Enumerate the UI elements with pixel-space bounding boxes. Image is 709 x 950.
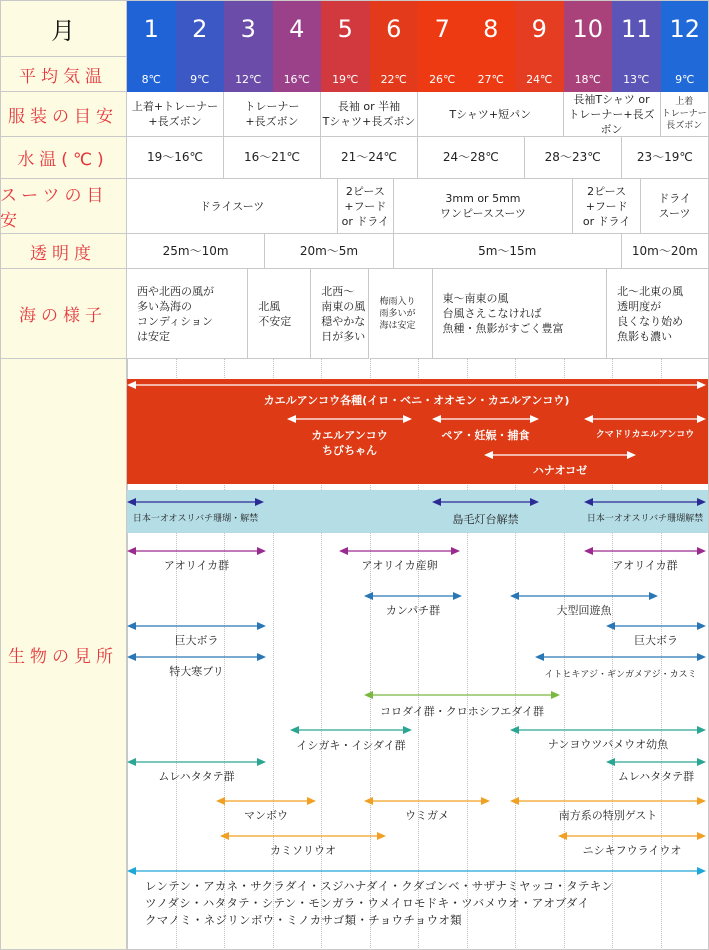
water-cell: 16〜21℃ <box>224 137 321 179</box>
clothing-cell: 長袖Tシャツ or トレーナー+長ズボン <box>564 92 661 137</box>
creature-label-hanaokoze: ハナオコゼ <box>532 464 588 477</box>
month-header-3: 3 <box>224 0 273 57</box>
creature-label-murehatatate2: ムレハタタテ群 <box>617 770 695 783</box>
aoriika1-arrow <box>127 547 266 555</box>
temp-cell-2: 9℃ <box>176 57 225 92</box>
creature-label-sango1: 日本一オオスリバチ珊瑚・解禁 <box>132 514 259 524</box>
creature-label-ogata: 大型回遊魚 <box>556 604 612 617</box>
creature-label-toudai: 島毛灯台解禁 <box>452 513 519 526</box>
creature-label-itohiki: イトヒキアジ・ギンガメアジ・カスミ <box>544 670 697 680</box>
creature-label-ishigaki: イシガキ・イシダイ群 <box>296 739 406 752</box>
row-label-clarity: 透明度 <box>0 234 127 269</box>
murehatatate2-arrow <box>606 758 706 766</box>
creature-label-korodai: コロダイ群・クロホシフエダイ群 <box>379 705 544 718</box>
creature-label-nanpou: 南方系の特別ゲスト <box>558 809 658 822</box>
creature-label-umigame: ウミガメ <box>405 809 449 822</box>
suit-cell: 2ピース +フード or ドライ <box>338 179 394 234</box>
sea-cell: 北〜北東の風 透明度が 良くなり始め 魚影も濃い <box>607 269 709 359</box>
creature-label-kaeru-chibi: カエルアンコウ ちびちゃん <box>311 429 388 457</box>
kaeru-all-arrow <box>127 381 706 389</box>
creature-label-pair: ペア・妊娠・捕食 <box>441 429 530 442</box>
toudai-arrow <box>432 498 539 506</box>
korodai-arrow <box>364 691 560 699</box>
temp-cell-6: 22℃ <box>370 57 419 92</box>
water-cell: 21〜24℃ <box>321 137 418 179</box>
kanburi-arrow <box>127 653 266 661</box>
creature-label-kyodai1: 巨大ボラ <box>174 634 219 647</box>
creature-label-manbou: マンボウ <box>244 809 288 822</box>
temp-cell-4: 16℃ <box>273 57 322 92</box>
month-header-12: 12 <box>661 0 709 57</box>
creature-label-kaeru-all: カエルアンコウ各種(イロ・ベニ・オオモン・カエルアンコウ) <box>263 394 570 407</box>
temp-cell-9: 24℃ <box>515 57 564 92</box>
creature-label-nanyou: ナンヨウツバメウオ幼魚 <box>547 738 669 751</box>
creature-label-nishiki: ニシキフウライウオ <box>582 844 682 857</box>
month-header-11: 11 <box>612 0 661 57</box>
aoriika2-arrow <box>584 547 706 555</box>
creature-label-kanburi: 特大寒ブリ <box>169 665 224 678</box>
umigame-arrow <box>364 797 490 805</box>
year-arrow <box>127 867 706 875</box>
water-cell: 28〜23℃ <box>525 137 622 179</box>
row-label-water: 水温(℃) <box>0 137 127 179</box>
temp-cell-1: 8℃ <box>127 57 176 92</box>
sea-cell: 梅雨入り 雨多いが 海は安定 <box>370 269 433 359</box>
kumadori-arrow <box>584 415 706 423</box>
clarity-cell: 5m〜15m <box>394 234 622 269</box>
sea-cell: 北風 不安定 <box>248 269 311 359</box>
creature-label-kamisori: カミソリウオ <box>270 844 336 857</box>
year-round-list: レンテン・アカネ・サクラダイ・スジハナダイ・クダゴンベ・サザナミヤッコ・タテキン ツノダシ・ハタタテ・シテン・モンガラ・ウメイロモドキ・ツバメウオ・アオブダイ クマノミ・ネジリンボウ・ミノカサゴ類・チョウチョウオ類 <box>145 879 614 927</box>
creature-label-aoriika-egg: アオリイカ産卵 <box>361 559 438 572</box>
creature-label-kumadori: クマドリカエルアンコウ <box>595 430 695 440</box>
water-cell: 23〜19℃ <box>622 137 709 179</box>
creature-label-aoriika1: アオリイカ群 <box>163 559 230 572</box>
month-header-4: 4 <box>273 0 322 57</box>
clothing-cell: 上着 トレーナー 長ズボン <box>661 92 709 137</box>
water-cell: 24〜28℃ <box>418 137 525 179</box>
manbou-arrow <box>216 797 316 805</box>
ishigaki-arrow <box>290 726 412 734</box>
nanyou-arrow <box>510 726 706 734</box>
creature-label-sango2: 日本一オオスリバチ珊瑚解禁 <box>586 514 704 524</box>
kanpachi-arrow <box>364 592 462 600</box>
clothing-cell: 長袖 or 半袖 Tシャツ+長ズボン <box>321 92 418 137</box>
temp-cell-11: 13℃ <box>612 57 661 92</box>
creature-label-aoriika2: アオリイカ群 <box>612 559 678 572</box>
temp-cell-8: 27℃ <box>467 57 516 92</box>
row-label-suit: スーツの目安 <box>0 179 127 234</box>
month-header-7: 7 <box>418 0 467 57</box>
suit-cell: ドライ スーツ <box>641 179 709 234</box>
row-label-clothing: 服装の目安 <box>0 92 127 137</box>
month-header-6: 6 <box>370 0 419 57</box>
sango2-arrow <box>584 498 706 506</box>
clarity-cell: 20m〜5m <box>265 234 394 269</box>
temp-cell-3: 12℃ <box>224 57 273 92</box>
itohiki-arrow <box>535 653 706 661</box>
row-label-creatures: 生物の見所 <box>0 359 127 950</box>
row-label-temp: 平均気温 <box>0 57 127 92</box>
row-label-sea: 海の様子 <box>0 269 127 359</box>
header-label: 月 <box>0 0 127 57</box>
clarity-cell: 10m〜20m <box>622 234 709 269</box>
aoriika-egg-arrow <box>339 547 460 555</box>
temp-cell-7: 26℃ <box>418 57 467 92</box>
suit-cell: 2ピース +フード or ドライ <box>573 179 641 234</box>
sango1-arrow <box>127 498 264 506</box>
sea-cell: 東〜南東の風 台風さえこなければ 魚種・魚影がすごく豊富 <box>433 269 608 359</box>
creature-label-kanpachi: カンパチ群 <box>385 604 441 617</box>
creature-label-murehatatate1: ムレハタタテ群 <box>158 770 235 783</box>
nanpou-arrow <box>510 797 706 805</box>
murehatatate1-arrow <box>127 758 266 766</box>
water-cell: 19〜16℃ <box>127 137 224 179</box>
temp-cell-5: 19℃ <box>321 57 370 92</box>
suit-cell: 3mm or 5mm ワンピーススーツ <box>394 179 573 234</box>
creature-label-kyodai2: 巨大ボラ <box>634 634 678 647</box>
nishiki-arrow <box>558 832 706 840</box>
temp-cell-10: 18℃ <box>564 57 613 92</box>
temp-cell-12: 9℃ <box>661 57 709 92</box>
clothing-cell: 上着+トレーナー +長ズボン <box>127 92 224 137</box>
month-header-5: 5 <box>321 0 370 57</box>
clarity-cell: 25m〜10m <box>127 234 265 269</box>
pair-arrow <box>432 415 539 423</box>
month-header-2: 2 <box>176 0 225 57</box>
sea-cell: 北西〜 南東の風 穏やかな 日が多い <box>311 269 369 359</box>
sea-cell: 西や北西の風が 多い為海の コンディション は安定 <box>127 269 248 359</box>
ogata-arrow <box>510 592 658 600</box>
month-header-1: 1 <box>127 0 176 57</box>
kyodai2-arrow <box>606 622 706 630</box>
kaeru-chibi-arrow <box>287 415 412 423</box>
clothing-cell: トレーナー +長ズボン <box>224 92 321 137</box>
month-header-8: 8 <box>467 0 516 57</box>
clothing-cell: Tシャツ+短パン <box>418 92 564 137</box>
kyodai1-arrow <box>127 622 266 630</box>
suit-cell: ドライスーツ <box>127 179 338 234</box>
month-header-9: 9 <box>515 0 564 57</box>
kamisori-arrow <box>220 832 386 840</box>
month-header-10: 10 <box>564 0 613 57</box>
